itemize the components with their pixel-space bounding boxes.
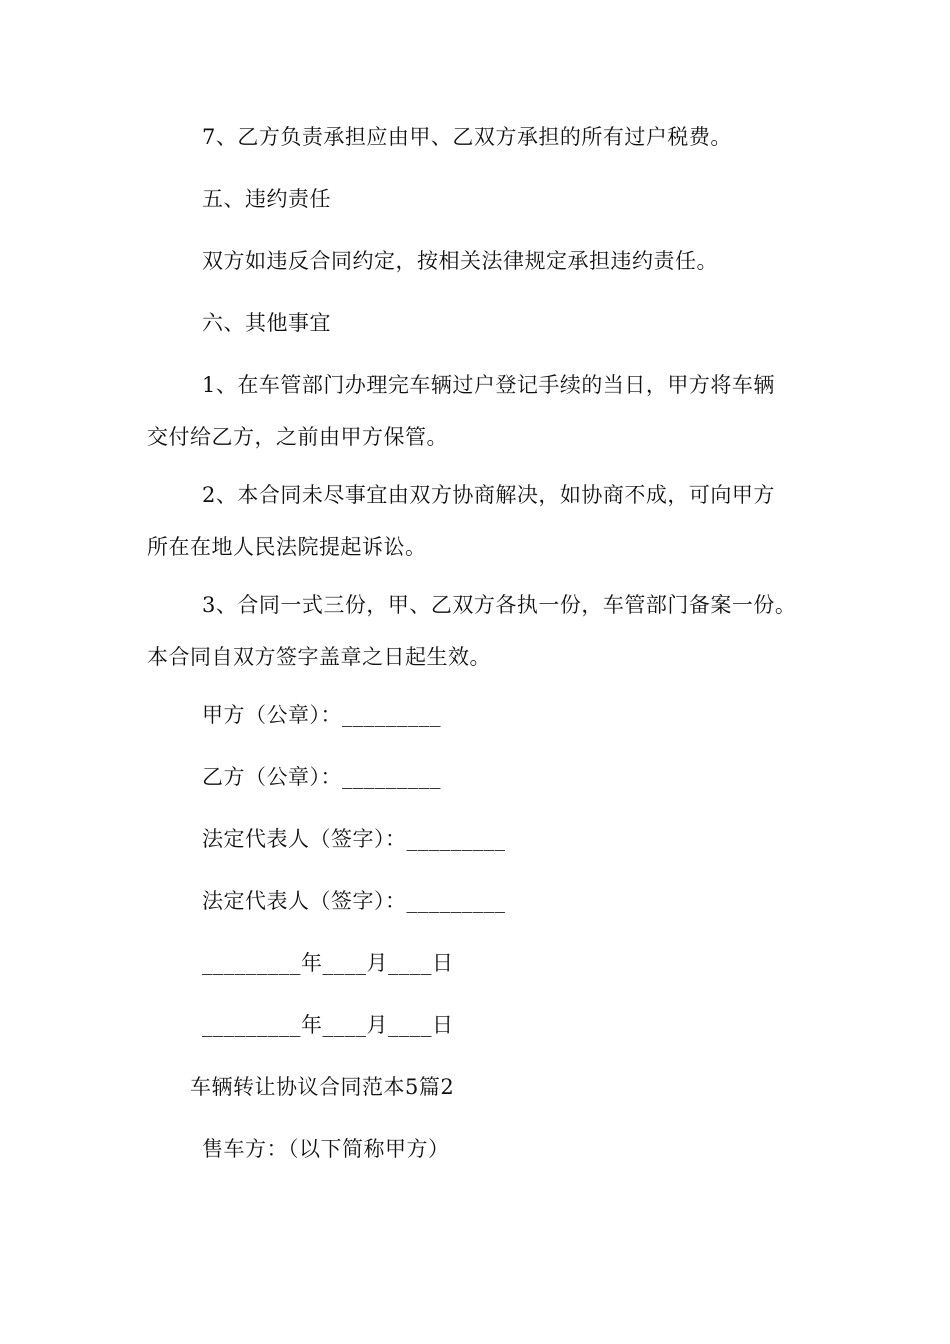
clause-item-1-line-1: 1、在车管部门办理完车辆过户登记手续的当日，甲方将车辆 xyxy=(202,373,775,397)
signature-party-b: 乙方（公章）：_________ xyxy=(202,765,441,789)
signature-party-a: 甲方（公章）：_________ xyxy=(202,703,441,727)
next-document-title: 车辆转让协议合同范本5篇2 xyxy=(190,1075,455,1099)
date-line-b: _________年____月____日 xyxy=(202,1013,454,1037)
clause-item-7: 7、乙方负责承担应由甲、乙双方承担的所有过户税费。 xyxy=(202,125,732,149)
section-heading-other: 六、其他事宜 xyxy=(202,311,331,335)
clause-item-3-line-1: 3、合同一式三份，甲、乙双方各执一份，车管部门备案一份。 xyxy=(202,593,797,617)
section-body-breach: 双方如违反合同约定，按相关法律规定承担违约责任。 xyxy=(202,249,718,273)
signature-representative-a: 法定代表人（签字）：_________ xyxy=(202,827,506,851)
section-heading-breach: 五、违约责任 xyxy=(202,187,331,211)
date-line-a: _________年____月____日 xyxy=(202,951,454,975)
clause-item-1-line-2: 交付给乙方，之前由甲方保管。 xyxy=(147,425,448,449)
signature-representative-b: 法定代表人（签字）：_________ xyxy=(202,889,506,913)
clause-item-2-line-2: 所在在地人民法院提起诉讼。 xyxy=(147,535,427,559)
clause-item-3-line-2: 本合同自双方签字盖章之日起生效。 xyxy=(147,645,491,669)
seller-line: 售车方：（以下简称甲方） xyxy=(202,1137,450,1161)
clause-item-2-line-1: 2、本合同未尽事宜由双方协商解决，如协商不成，可向甲方 xyxy=(202,483,775,507)
